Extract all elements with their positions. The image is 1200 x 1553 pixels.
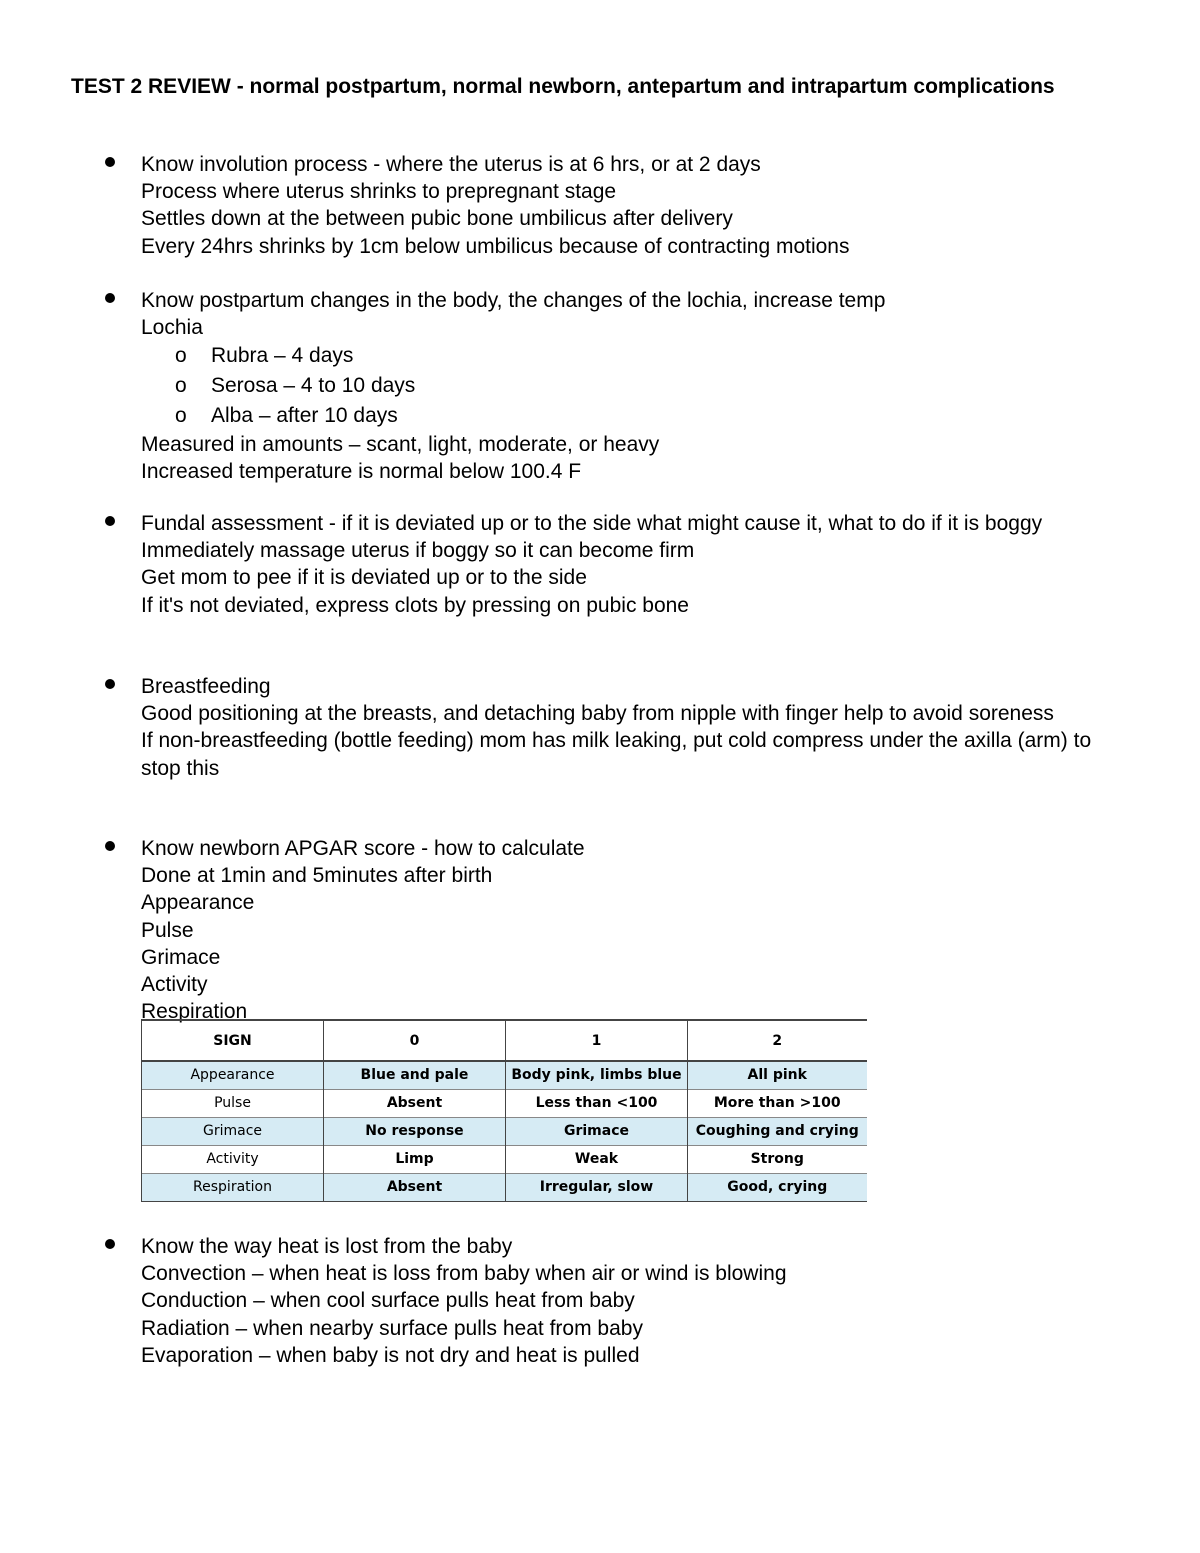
sub-bullet-marker: o xyxy=(175,344,187,368)
table-cell-sign: Respiration xyxy=(142,1173,324,1201)
section-line: Good positioning at the breasts, and detaching baby from nipple with finger help to avoid soreness xyxy=(141,702,1054,726)
table-cell-sign: Grimace xyxy=(142,1117,324,1145)
table-cell-sign: Activity xyxy=(142,1145,324,1173)
bullet-icon xyxy=(105,841,115,851)
table-cell: Absent xyxy=(324,1173,506,1201)
bullet-icon xyxy=(105,293,115,303)
section-heading: Breastfeeding xyxy=(141,675,271,698)
table-cell-sign: Appearance xyxy=(142,1061,324,1089)
table-row xyxy=(142,1061,867,1089)
table-header-row xyxy=(142,1020,867,1061)
section-line: Pulse xyxy=(141,918,194,942)
section-line: Appearance xyxy=(141,891,255,915)
section-heading: Fundal assessment - if it is deviated up or to the side what might cause it, what to do if it is boggy xyxy=(141,512,1043,535)
table-header-cell: 2 xyxy=(688,1020,867,1061)
section-heading: Know the way heat is lost from the baby xyxy=(141,1235,513,1258)
section-line: Done at 1min and 5minutes after birth xyxy=(141,864,493,888)
section-line: If non-breastfeeding (bottle feeding) mom has milk leaking, put cold compress under the axilla (arm) to stop this xyxy=(141,729,1092,780)
section-lines xyxy=(141,287,1131,485)
sub-list-item xyxy=(141,341,1131,371)
section-line: Get mom to pee if it is deviated up or to the side xyxy=(141,566,587,590)
sub-item-text: Rubra – 4 days xyxy=(211,344,354,368)
table-header-cell: 1 xyxy=(506,1020,688,1061)
section-line: Convection – when heat is loss from baby when air or wind is blowing xyxy=(141,1262,787,1286)
section-lines xyxy=(141,151,1131,260)
section-line: Respiration xyxy=(141,1000,248,1024)
apgar-score-table xyxy=(141,1019,867,1202)
sub-bullet-marker: o xyxy=(175,374,187,398)
section-lines xyxy=(141,835,1131,1025)
table-header-cell: SIGN xyxy=(142,1020,324,1061)
table-cell: Irregular, slow xyxy=(506,1173,688,1201)
table-cell: Less than <100 xyxy=(506,1089,688,1117)
table-cell: Grimace xyxy=(506,1117,688,1145)
table-cell: Coughing and crying xyxy=(688,1117,867,1145)
bullet-icon xyxy=(105,516,115,526)
sub-list-item xyxy=(141,371,1131,401)
table-cell: Body pink, limbs blue xyxy=(506,1061,688,1089)
table-cell: No response xyxy=(324,1117,506,1145)
section-line: Evaporation – when baby is not dry and heat is pulled xyxy=(141,1343,640,1367)
table-cell: All pink xyxy=(688,1061,867,1089)
table-cell: Blue and pale xyxy=(324,1061,506,1089)
section-heading: Know postpartum changes in the body, the changes of the lochia, increase temp xyxy=(141,289,886,312)
section-line: Every 24hrs shrinks by 1cm below umbilicus because of contracting motions xyxy=(141,234,850,258)
section-line: Immediately massage uterus if boggy so it can become firm xyxy=(141,539,695,563)
sub-list-item xyxy=(141,401,1131,431)
table-cell: Strong xyxy=(688,1145,867,1173)
section-heading: Know newborn APGAR score - how to calculate xyxy=(141,837,585,860)
section-lines xyxy=(141,673,1126,782)
section-line: Conduction – when cool surface pulls heat from baby xyxy=(141,1289,635,1313)
section-line: Activity xyxy=(141,973,208,997)
sub-item-text: Alba – after 10 days xyxy=(211,404,398,427)
table-cell: Weak xyxy=(506,1145,688,1173)
table-cell: Good, crying xyxy=(688,1173,867,1201)
section-lines xyxy=(141,510,1091,619)
table-row xyxy=(142,1145,867,1173)
document-title: TEST 2 REVIEW - normal postpartum, normal newborn, antepartum and intrapartum complications xyxy=(71,75,1055,98)
section-heading: Know involution process - where the uterus is at 6 hrs, or at 2 days xyxy=(141,153,761,176)
table-cell: Absent xyxy=(324,1089,506,1117)
section-line: Increased temperature is normal below 100.4 F xyxy=(141,460,582,483)
table-cell: Limp xyxy=(324,1145,506,1173)
section-line: Radiation – when nearby surface pulls heat from baby xyxy=(141,1316,643,1340)
table-cell: More than >100 xyxy=(688,1089,867,1117)
sub-item-text: Serosa – 4 to 10 days xyxy=(211,374,416,398)
section-line: If it's not deviated, express clots by pressing on pubic bone xyxy=(141,593,689,617)
section-line: Grimace xyxy=(141,945,221,969)
table-header-cell: 0 xyxy=(324,1020,506,1061)
bullet-icon xyxy=(105,679,115,689)
bullet-icon xyxy=(105,1239,115,1249)
bullet-icon xyxy=(105,157,115,167)
table-row xyxy=(142,1173,867,1201)
section-line: Lochia xyxy=(141,316,203,340)
section-line: Process where uterus shrinks to prepregnant stage xyxy=(141,180,617,204)
section-lines xyxy=(141,1233,1131,1369)
section-line: Measured in amounts – scant, light, moderate, or heavy xyxy=(141,432,660,456)
section-line: Settles down at the between pubic bone umbilicus after delivery xyxy=(141,207,733,231)
table-row xyxy=(142,1117,867,1145)
table-cell-sign: Pulse xyxy=(142,1089,324,1117)
table-row xyxy=(142,1089,867,1117)
sub-bullet-marker: o xyxy=(175,404,187,427)
